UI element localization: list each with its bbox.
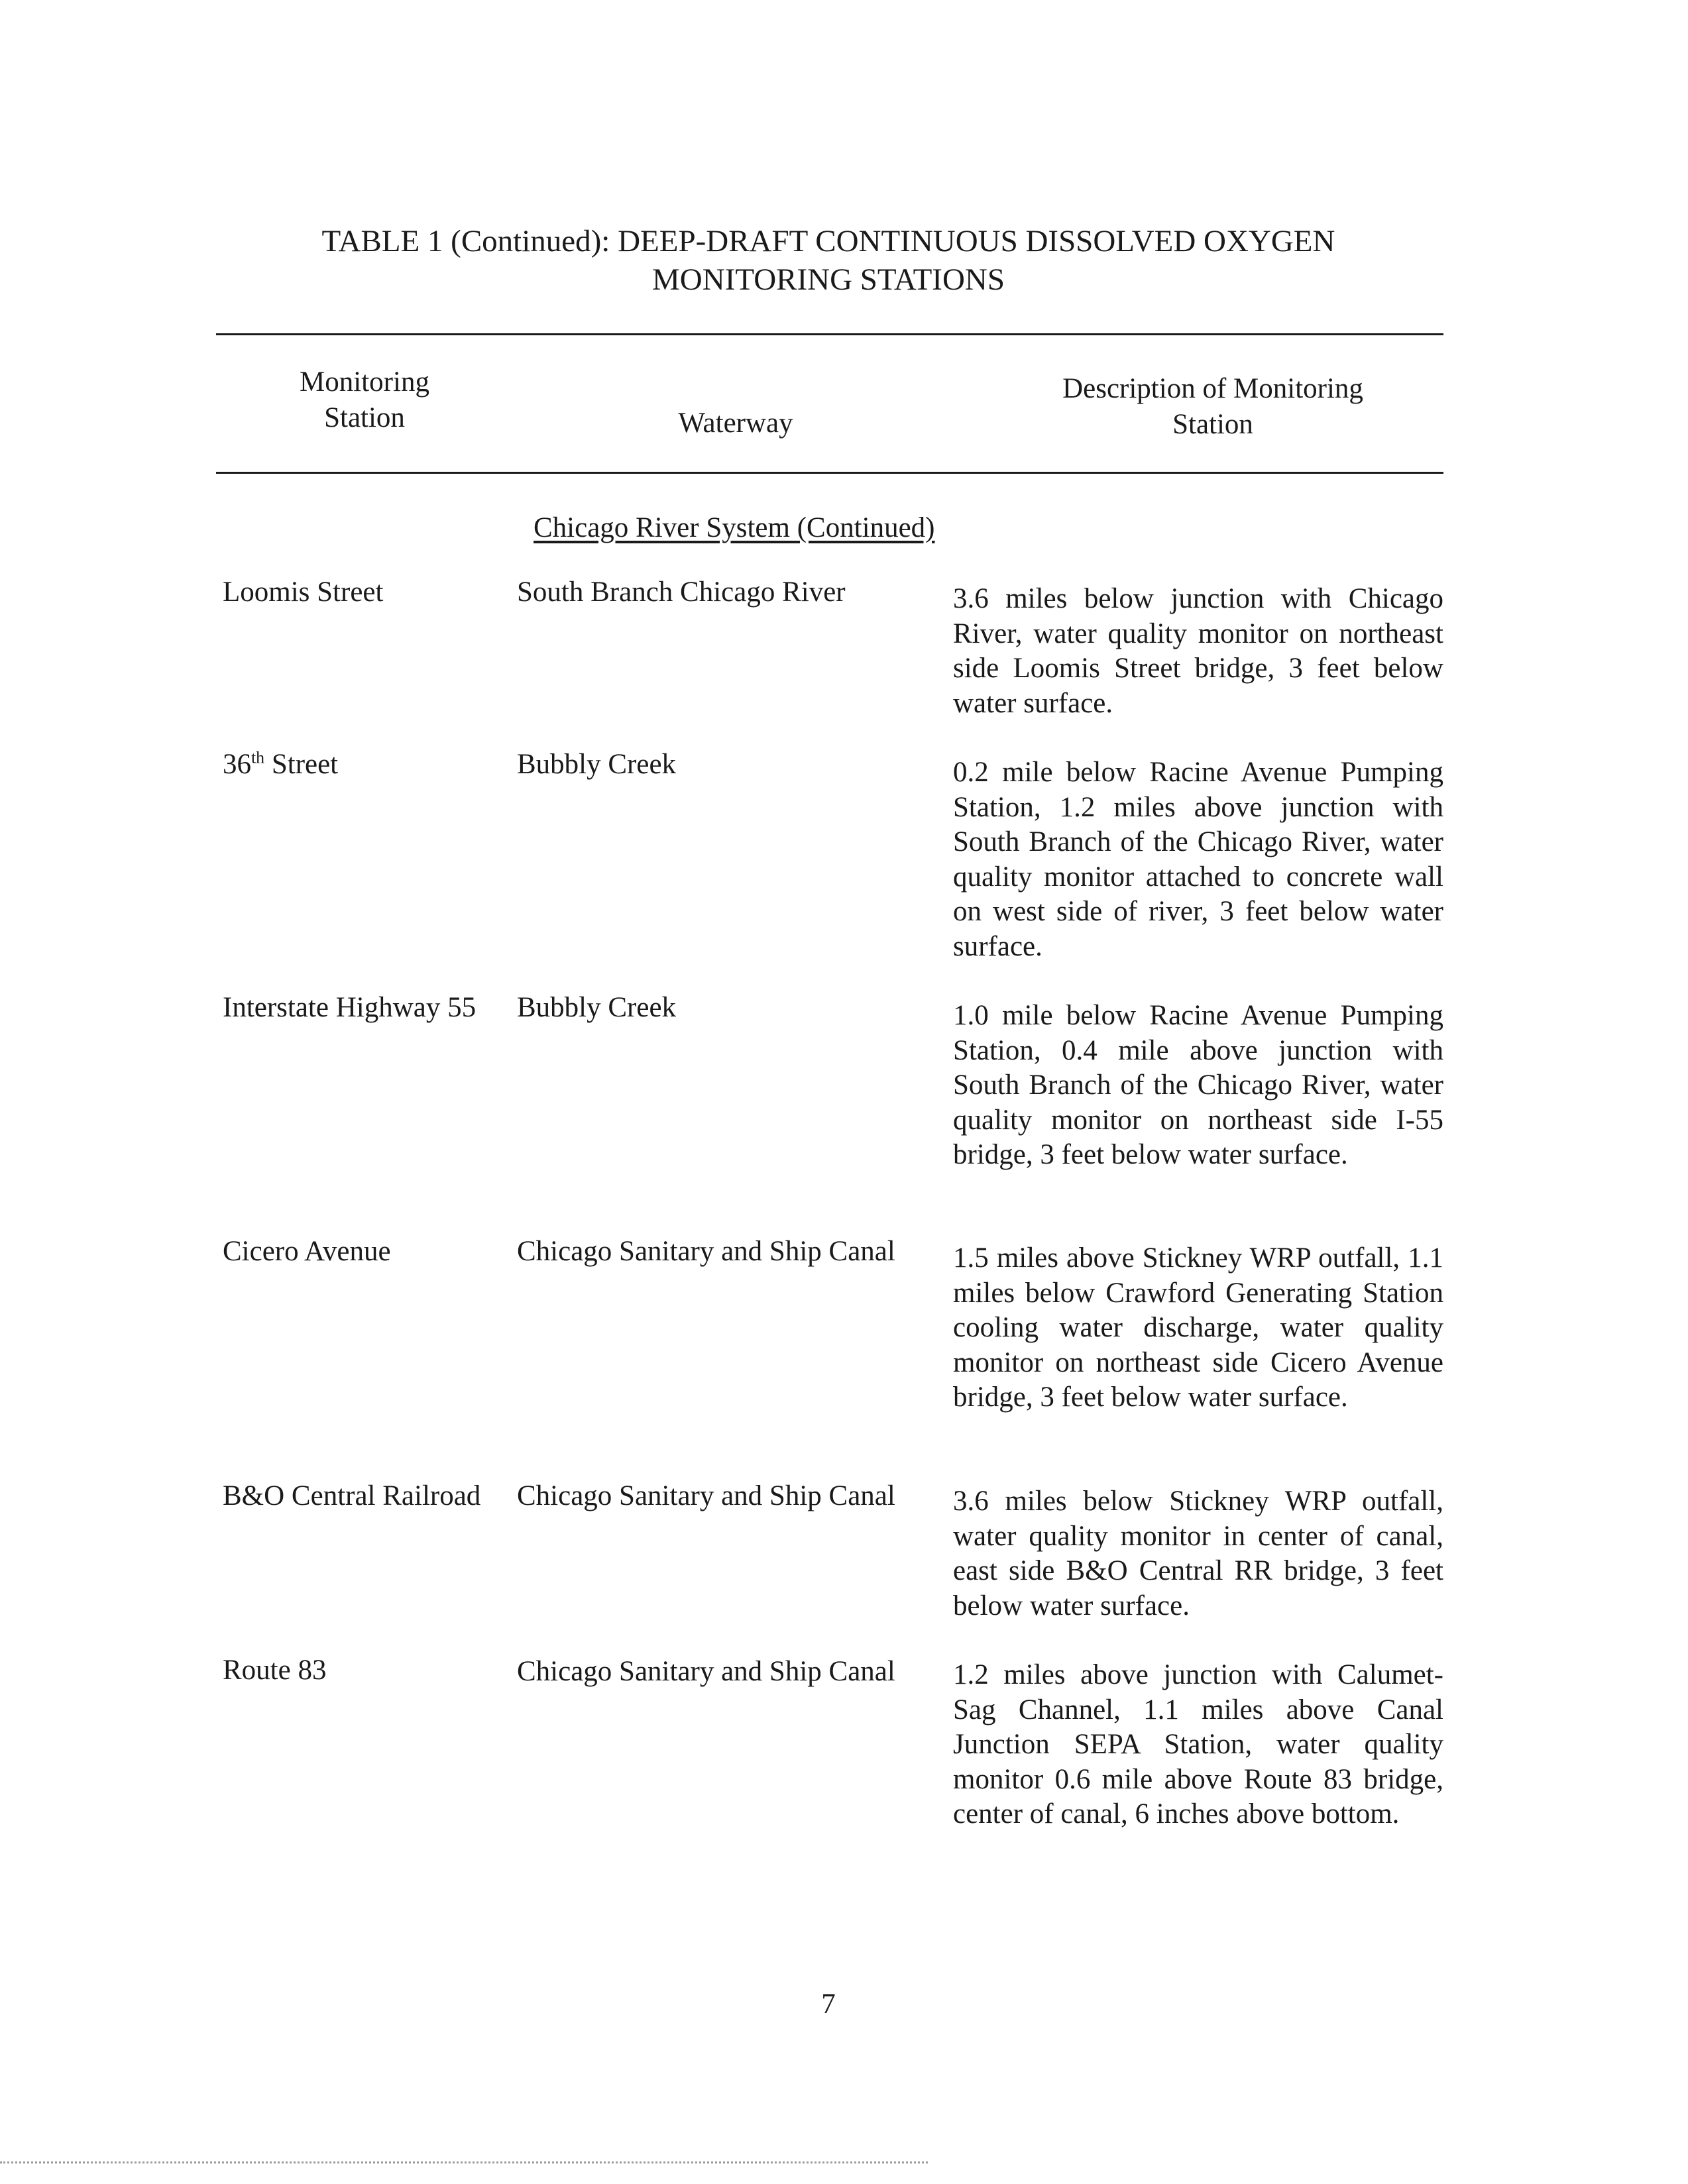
column-header-description: Description of Monitoring Station	[1062, 373, 1363, 440]
station-number: 36	[223, 749, 251, 780]
table-title-line-2: MONITORING STATIONS	[652, 262, 1005, 297]
table-row-1-station: Loomis Street	[223, 576, 384, 608]
page-number: 7	[821, 1989, 836, 2020]
table-row-3-station: Interstate Highway 55	[223, 992, 477, 1023]
section-heading: Chicago River System (Continued)	[534, 512, 935, 543]
table-row-3-description: 1.0 mile below Racine Avenue Pumping Station, 0.4 mile above junction with South Branch of the Chicago River, water quality monitor on northeast side I-55 bridge, 3 feet below water surface.	[953, 1000, 1443, 1170]
table-row-4-station: Cicero Avenue	[223, 1236, 391, 1267]
header-bottom-rule	[216, 472, 1443, 474]
table-row-5-waterway: Chicago Sanitary and Ship Canal	[517, 1480, 895, 1511]
table-row-2-description: 0.2 mile below Racine Avenue Pumping Station, 1.2 miles above junction with South Branch of the Chicago River, water quality monitor attached to concrete wall on west side of river, 3 feet below water surface.	[953, 757, 1443, 962]
table-row-2-waterway: Bubbly Creek	[517, 749, 677, 780]
table-row-1-waterway: South Branch Chicago River	[517, 576, 846, 608]
column-header-waterway: Waterway	[678, 408, 793, 439]
table-row-6-description: 1.2 miles above junction with Calumet-Sag Channel, 1.1 miles above Canal Junction SEPA Station, water quality monitor 0.6 mile above Route 83 bridge, center of canal, 6 inches above bottom.	[953, 1659, 1443, 1829]
table-row-2-station	[223, 747, 508, 783]
column-header-station: Monitoring Station	[300, 366, 429, 433]
table-row-5-station: B&O Central Railroad	[223, 1480, 481, 1511]
table-row-4-description: 1.5 miles above Stickney WRP outfall, 1.1 miles below Crawford Generating Station cooling water discharge, water quality monitor on northeast side Cicero Avenue bridge, 3 feet below water surface.	[953, 1242, 1443, 1413]
table-row-6-waterway: Chicago Sanitary and Ship Canal	[517, 1656, 895, 1687]
station-street: Street	[264, 749, 339, 780]
header-top-rule	[216, 333, 1443, 335]
table-row-5-description: 3.6 miles below Stickney WRP outfall, water quality monitor in center of canal, east side B&O Central RR bridge, 3 feet below water surface.	[953, 1486, 1443, 1621]
table-row-3-waterway: Bubbly Creek	[517, 992, 677, 1023]
scan-artifact-divider	[0, 2161, 928, 2163]
table-row-6-station: Route 83	[223, 1655, 327, 1686]
table-row-4-waterway: Chicago Sanitary and Ship Canal	[517, 1236, 895, 1267]
ordinal-suffix: th	[251, 747, 265, 767]
table-title-line-1: TABLE 1 (Continued): DEEP-DRAFT CONTINUOUS DISSOLVED OXYGEN	[321, 224, 1335, 258]
table-row-1-description: 3.6 miles below junction with Chicago River, water quality monitor on northeast side Loomis Street bridge, 3 feet below water surface.	[953, 583, 1443, 719]
